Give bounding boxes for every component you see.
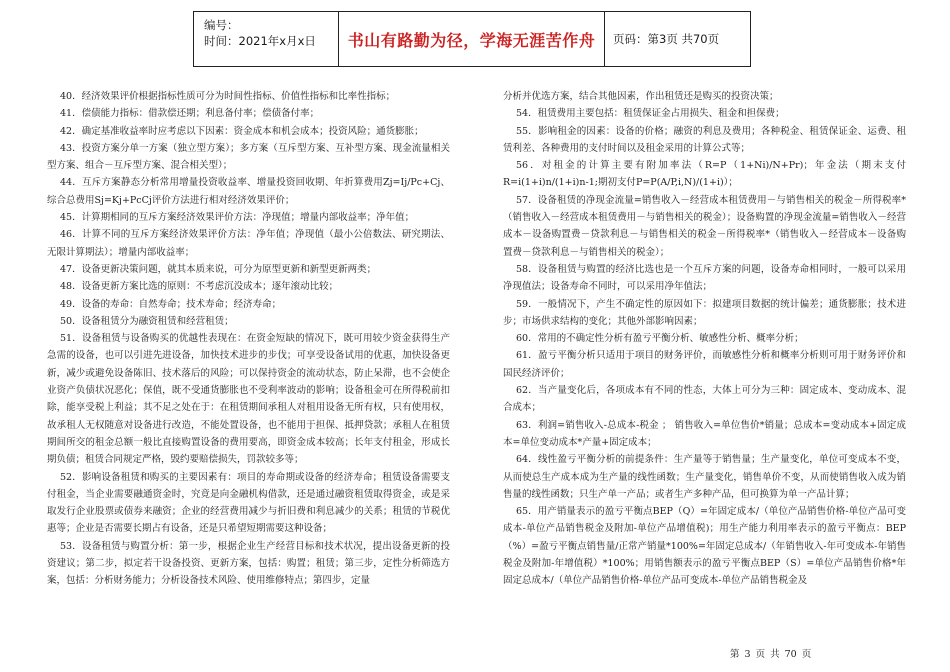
paragraph-49: 49．设备的寿命：自然寿命；技术寿命；经济寿命； (60, 298, 282, 310)
paragraph-51: 51．设备租赁与设备购买的优越性表现在：在资金短缺的情况下，既可用较少资金获得生产急需的设备，也可以引进先进设备，加快技术进步的步伐；可享受设备试用的优惠，加快设备更新，减少或避免设备陈旧、技术落后的风险；可以保持资金的流动状态，防止呆滞，也不会使企业资产负债状况恶化；保值，既不受通货膨胀也不受利率波动的影响；设备租金可在所得税前扣除，能享受税上利益；其不足之处在于：在租赁期间承租人对租用设备无所有权，只有使用权，故承租人无权随意对设备进行改造，不能处置设备，也不能用于担保、抵押贷款；承租人在租赁期间所交的租金总额一般比直接购置设备的费用要高，即资金成本较高；长年支付租金，形成长期负债；租赁合同规定严格，毁约要赔偿损失，罚款较多等； (47, 333, 450, 466)
paragraph-56: 56．对租金的计算主要有附加率法（R=P（1+Ni)/N+Pr)；年金法（期末支付R=i(1+i)n/(1+i)n-1;期初支付P=P(A/P,i,N)/(1+i)）； (503, 160, 906, 189)
header-page-number: 页码：第3页 共70页 (613, 32, 720, 46)
paragraph-57: 57．设备租赁的净现金流量=销售收入－经营成本租赁费用－与销售相关的税金－所得税率*（销售收入－经营成本租赁费用－与销售相关的税金）；设备购置的净现金流量=销售收入－经营成本－设备购置费－贷款利息－与销售相关的税金－所得税率*（销售收入－经营成本－设备购置费－贷款利息－与销售相关的税金）； (503, 194, 906, 258)
paragraph-47: 47．设备更新决策问题，就其本质来说，可分为原型更新和新型更新两类； (60, 263, 377, 275)
paragraph-62: 62．当产量变化后，各项成本有不同的性态，大体上可分为三种：固定成本、变动成本、混合成本； (503, 385, 906, 414)
paragraph-48: 48．设备更新方案比选的原则：不考虑沉没成本；逐年滚动比较； (60, 281, 339, 293)
paragraph-44: 44．互斥方案静态分析常用增量投资收益率、增量投资回收期、年折算费用Zj=Ij/Pc+Cj、综合总费用Sj=Kj+PcCj评价方法进行相对经济效果评价； (47, 177, 450, 206)
header-meta (194, 12, 339, 66)
footer-page-number: 第 3 页 共 70 页 (730, 649, 812, 660)
paragraph-52: 52．影响设备租赁和购买的主要因素有：项目的寿命期或设备的经济寿命；租赁设备需要支付租金，当企业需要融通资金时，究竟是向金融机构借款，还是通过融资租赁取得资金，或是采取发行企业股票或债券来融资；企业的经营费用减少与折旧费和利息减少的关系；租赁的节税优惠等；企业是否需要长期占有设备，还是只希望短期需要这种设备； (47, 471, 450, 535)
right-column (503, 88, 906, 590)
paragraph-61: 61．盈亏平衡分析只适用于项目的财务评价，而敏感性分析和概率分析则可用于财务评价和国民经济评价； (503, 350, 906, 379)
paragraph-43: 43．投资方案分单一方案（独立型方案）；多方案（互斥型方案、互补型方案、现金流量相关型方案、组合－互斥型方案、混合相关型）； (47, 142, 450, 172)
paragraph-46: 46．计算不同的互斥方案经济效果评价方法：净年值；净现值（最小公倍数法、研究期法、无限计算期法）；增量内部收益率； (47, 229, 450, 258)
paragraph-64: 64．线性盈亏平衡分析的前提条件：生产量等于销售量；生产量变化，单位可变成本不变，从而使总生产成本成为生产量的线性函数；生产量变化，销售单价不变，从而使销售收入成为销售量的线性函数；只生产单一产品；或者生产多种产品，但可换算为单一产品计算； (503, 454, 906, 500)
paragraph-40: 40．经济效果评价根据指标性质可分为时间性指标、价值性指标和比率性指标； (60, 91, 396, 102)
header-number-label: 编号： (204, 18, 239, 32)
header-motto: 书山有路勤为径，学海无涯苦作舟 (339, 12, 605, 66)
paragraph-41: 41．偿债能力指标：借款偿还期；利息备付率；偿债备付率； (60, 108, 320, 120)
header-time: 时间：2021年x月x日 (204, 34, 316, 48)
paragraph-65: 65．用产销量表示的盈亏平衡点BEP（Q）=年固定成本/（单位产品销售价格-单位产品可变成本-单位产品销售税金及附加-单位产品增值税)；用生产能力利用率表示的盈亏平衡点：BEP（%）=盈亏平衡点销售量/正常产销量*100%=年固定总成本/（年销售收入-年可变成本-年销售税金及附加-年增值税）*100%；用销售额表示的盈亏平衡点BEP（S）=单位产品销售价格*年固定总成本/（单位产品销售价格-单位产品可变成本-单位产品销售税金及 (503, 506, 906, 587)
paragraph-58: 58．设备租赁与购置的经济比选也是一个互斥方案的问题，设备寿命相同时，一般可以采用净现值法；设备寿命不同时，可以采用净年值法； (503, 263, 906, 293)
paragraph-45: 45．计算期相同的互斥方案经济效果评价方法：净现值；增量内部收益率；净年值； (60, 212, 415, 224)
paragraph-54: 54．租赁费用主要包括：租赁保证金占用损失、租金和担保费； (516, 108, 785, 120)
left-column (47, 88, 450, 590)
page-header (193, 11, 751, 67)
paragraph-60: 60．常用的不确定性分析有盈亏平衡分析、敏感性分析、概率分析； (516, 333, 804, 345)
paragraph-53-continued: 分析并优选方案，结合其他因素，作出租赁还是购买的投资决策； (503, 91, 779, 102)
paragraph-42: 42．确定基准收益率时应考虑以下因素：资金成本和机会成本；投资风险；通货膨胀； (60, 125, 424, 137)
paragraph-53: 53．设备租赁与购置分析：第一步，根据企业生产经营目标和技术状况，提出设备更新的投资建议；第二步，拟定若干设备投资、更新方案，包括：购置；租赁；第三步，定性分析筛选方案，包括：分析财务能力；分析设备技术风险、使用维修特点；第四步，定量 (47, 540, 450, 587)
paragraph-55: 55．影响租金的因素：设备的价格；融资的利息及费用；各种税金、租赁保证金、运费、租赁利差、各种费用的支付时间以及租金采用的计算公式等； (503, 125, 906, 154)
paragraph-59: 59．一般情况下，产生不确定性的原因如下：拟建项目数据的统计偏差；通货膨胀；技术进步；市场供求结构的变化；其他外部影响因素； (503, 298, 906, 327)
paragraph-63: 63．利润=销售收入-总成本-税金 ； 销售收入=单位售价*销量；总成本=变动成本+固定成本=单位变动成本*产量+固定成本； (503, 419, 906, 448)
paragraph-50: 50．设备租赁分为融资租赁和经营租赁； (60, 315, 234, 327)
